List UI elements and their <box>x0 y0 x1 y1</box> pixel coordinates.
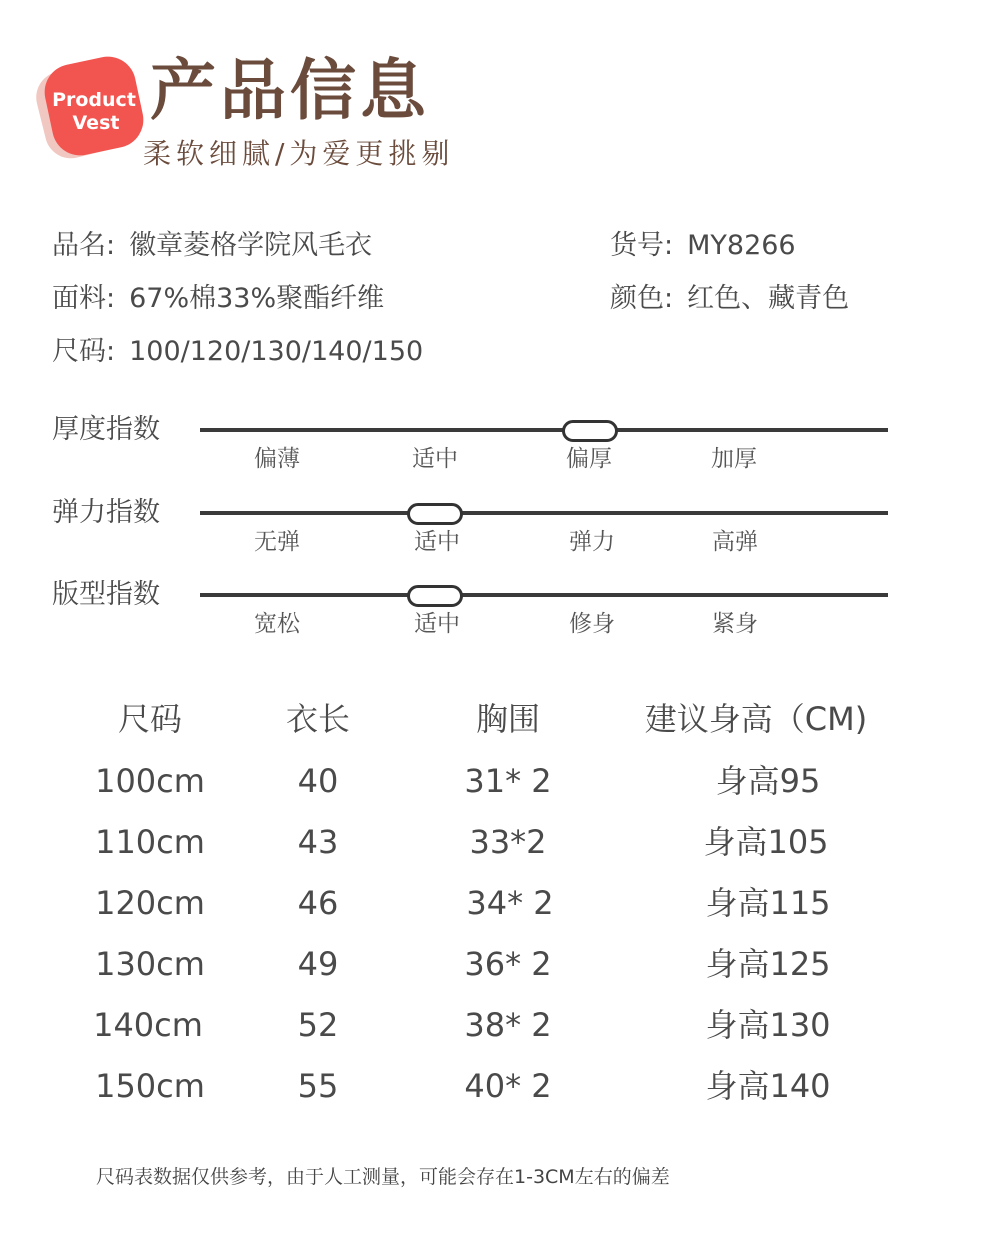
product-vest-badge <box>34 56 144 166</box>
elasticity-index-marker <box>407 503 463 525</box>
thickness-option-1: 偏薄 <box>254 446 300 472</box>
thickness-option-4: 加厚 <box>711 446 757 472</box>
info-size-value: 100/120/130/140/150 <box>129 336 424 367</box>
table-row-3-height: 身高115 <box>705 884 831 922</box>
table-row-5-height: 身高130 <box>705 1006 831 1044</box>
info-size-label: 尺码: <box>52 336 116 367</box>
table-row-1-chest: 31* 2 <box>464 762 552 800</box>
info-fabric-label: 面料: <box>52 283 116 314</box>
fit-option-2: 适中 <box>414 611 460 637</box>
table-row-2-length: 43 <box>297 823 339 861</box>
elasticity-option-4: 高弹 <box>712 529 758 555</box>
fit-index-label: 版型指数 <box>52 579 160 610</box>
table-row-5-size: 140cm <box>93 1006 203 1044</box>
thickness-index-track <box>200 428 888 432</box>
page-subtitle: 柔软细腻/为爱更挑剔 <box>143 137 455 170</box>
table-row-6-chest: 40* 2 <box>464 1067 552 1105</box>
thickness-option-2: 适中 <box>412 446 458 472</box>
table-row-5-chest: 38* 2 <box>464 1006 552 1044</box>
table-header-size: 尺码 <box>117 700 183 738</box>
table-row-1-height: 身高95 <box>715 762 821 800</box>
info-sku-value: MY8266 <box>687 230 796 261</box>
fit-index-track <box>200 593 888 597</box>
fit-option-1: 宽松 <box>254 611 300 637</box>
table-row-3-size: 120cm <box>95 884 205 922</box>
info-color <box>610 285 849 312</box>
table-header-chest: 胸围 <box>475 700 541 738</box>
table-row-1-length: 40 <box>297 762 339 800</box>
badge-line1: Product <box>52 89 136 111</box>
table-row-6-size: 150cm <box>95 1067 205 1105</box>
thickness-option-3: 偏厚 <box>566 446 612 472</box>
table-row-4-length: 49 <box>297 945 339 983</box>
table-row-4-size: 130cm <box>95 945 205 983</box>
elasticity-index-label: 弹力指数 <box>52 497 160 528</box>
info-name-value: 徽章菱格学院风毛衣 <box>129 230 373 261</box>
elasticity-index-track <box>200 511 888 515</box>
info-fabric-value: 67%棉33%聚酯纤维 <box>129 283 385 314</box>
table-row-3-chest: 34* 2 <box>466 884 554 922</box>
info-size <box>52 338 423 365</box>
page-title: 产品信息 <box>150 52 430 129</box>
table-row-4-height: 身高125 <box>705 945 831 983</box>
fit-option-4: 紧身 <box>712 611 758 637</box>
elasticity-option-1: 无弹 <box>254 529 300 555</box>
table-row-2-height: 身高105 <box>703 823 829 861</box>
table-row-4-chest: 36* 2 <box>464 945 552 983</box>
table-row-3-length: 46 <box>297 884 339 922</box>
table-header-height: 建议身高（CM) <box>644 700 868 738</box>
badge-line2: Vest <box>72 112 120 134</box>
info-fabric <box>52 285 384 312</box>
elasticity-option-3: 弹力 <box>569 529 615 555</box>
table-header-length: 衣长 <box>285 700 351 738</box>
table-row-6-height: 身高140 <box>705 1067 831 1105</box>
thickness-index-label: 厚度指数 <box>52 414 160 445</box>
size-note: 尺码表数据仅供参考，由于人工测量，可能会存在1-3CM左右的偏差 <box>96 1166 670 1188</box>
info-sku-label: 货号: <box>610 230 674 261</box>
thickness-index-marker <box>562 420 618 442</box>
table-row-6-length: 55 <box>297 1067 339 1105</box>
info-name <box>52 232 372 259</box>
info-color-label: 颜色: <box>610 283 674 314</box>
table-row-2-chest: 33*2 <box>469 823 547 861</box>
table-row-1-size: 100cm <box>95 762 205 800</box>
table-row-2-size: 110cm <box>95 823 205 861</box>
info-sku <box>610 232 796 259</box>
table-row-5-length: 52 <box>297 1006 339 1044</box>
elasticity-option-2: 适中 <box>414 529 460 555</box>
info-color-value: 红色、藏青色 <box>687 283 850 314</box>
fit-index-marker <box>407 585 463 607</box>
fit-option-3: 修身 <box>569 611 615 637</box>
badge-graphic <box>34 56 144 166</box>
info-name-label: 品名: <box>52 230 116 261</box>
